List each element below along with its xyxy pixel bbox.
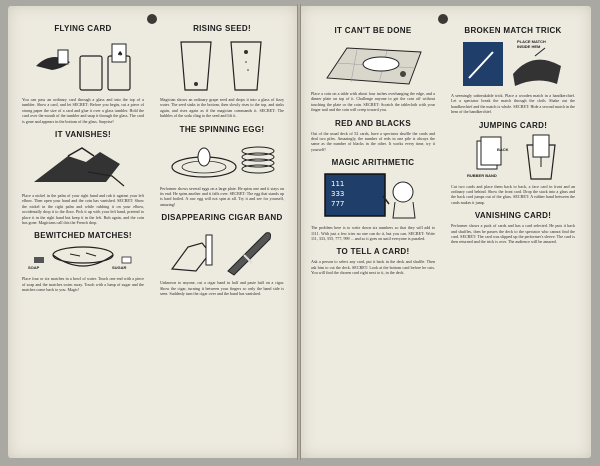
spinning-egg-title: THE SPINNING EGG! — [179, 124, 265, 134]
place-match-label: PLACE MATCH — [517, 39, 546, 44]
jumping-card-illustration — [451, 133, 575, 181]
bewitched-matches-text: Place four or six matches in a bowl of water. Touch one end with a piece of soap and the matches swim away. Touch with a lump of sugar and the matches come back to you. Magic! — [22, 276, 144, 293]
binding-hole — [438, 14, 448, 24]
bewitched-matches-section — [22, 231, 144, 292]
jumping-card-title: JUMPING CARD! — [478, 120, 548, 130]
svg-text:777: 777 — [331, 200, 345, 209]
magic-arithmetic-section — [311, 158, 435, 241]
flying-card-title: FLYING CARD — [54, 24, 112, 33]
spinning-egg-text: Performer shows several eggs on a large plate. He spins one and it stays on its end. He spins another and it falls over. SECRET: The egg that stands up is hard boiled. A raw egg will not spin at all. Try it and see for yourself, amazing! — [160, 185, 284, 207]
it-cant-be-done-title: IT CAN'T BE DONE — [334, 26, 412, 35]
jumping-card-section — [451, 121, 575, 206]
it-cant-be-done-section — [311, 26, 435, 113]
disappearing-cigar-band-text: Unknown to anyone, cut a cigar band in half and paste half on a cigar. Show the cigar, turning it between your fingers so only the band side is seen. Suddenly turn the cigar over and the band has vanished. — [160, 280, 284, 297]
svg-text:333: 333 — [331, 190, 345, 199]
right-page — [301, 6, 591, 458]
it-cant-be-done-text: Place a coin on a table with about four inches overhanging the edge, and a dinner plate on top of it. Challenge anyone to get the coin off without touching the plate or the coin. SECRET: Scratch the tablecloth with your finger nail and the coin will creep toward you. — [311, 91, 435, 113]
broken-match-trick-title: BROKEN MATCH TRICK — [464, 26, 562, 35]
sugar-caption: SUGAR — [112, 265, 127, 271]
right-column — [160, 22, 284, 302]
flying-card-text: You can pass an ordinary card through a glass and into the top of a tumbler. Show a card, and let SECRET: Before you begin, cut a piece of strong paper the size of a card and glue it over a glass tumbler. Hold the card over the mouth of the tumbler and snap it through the glass. The card is gone and appears in the bottom of the glass. Surprise! — [22, 97, 144, 124]
broken-match-trick-section — [451, 26, 575, 115]
rising-seed-text: Magician shows an ordinary grape seed and drops it into a glass of fizzy water. The seed sinks to the bottom, then slowly rises to the top, and sinks again, and rises again as if the magician commands it. SECRET: The bubbles of the soda cling to the seed and lift it. — [160, 97, 284, 119]
rising-seed-title: RISING SEED! — [193, 24, 251, 33]
left-column — [311, 24, 435, 282]
handkerchief-illustration — [451, 38, 575, 90]
bewitched-matches-title: BEWITCHED MATCHES! — [34, 231, 132, 241]
svg-text:♠: ♠ — [117, 50, 124, 58]
it-vanishes-title: IT VANISHES! — [55, 130, 111, 140]
cigar-illustration — [160, 225, 284, 277]
spinning-egg-section — [160, 125, 284, 208]
soap-caption: SOAP — [28, 265, 40, 271]
tell-a-card-title: TO TELL A CARD! — [336, 247, 410, 257]
it-vanishes-text: Place a nickel in the palm of your right hand and rub it against your left elbow. Then open your hand and the coin has vanished. SECRET: Show the nickel in the right palm and while rubbing it on your elbow, accidentally drop it to the floor. Pick it up with your left hand, pretend to place it in the right hand but keep it in the left. Rub again, and the coin has gone. Magicians call this the French drop. — [22, 193, 144, 226]
vanishing-hand-illustration — [22, 142, 144, 190]
left-column — [22, 22, 144, 299]
vanishing-card-title: VANISHING CARD! — [474, 211, 552, 221]
rising-seed-section — [160, 24, 284, 119]
right-column — [451, 24, 575, 251]
tell-a-card-text: Ask a person to select any card, put it back in the deck and shuffle. Then ask him to cut the deck. SECRET: Look at the bottom card before he cuts. You will find the chosen card right next to it, in the deck. — [311, 259, 435, 276]
disappearing-cigar-band-title: DISAPPEARING CIGAR BAND — [161, 213, 283, 223]
vanishing-card-section — [451, 211, 575, 245]
two-glasses-illustration — [160, 36, 284, 94]
vanishing-card-text: Performer shows a pack of cards and has a card selected. He puts it back and shuffles, then he passes the deck to the spectator who cannot find the card. SECRET: The card was slipped up the performer's sleeve. The card is then returned and the trick is over. The audience will be amazed. — [451, 223, 575, 245]
flying-card-section — [22, 24, 144, 124]
red-and-blacks-section — [311, 119, 435, 153]
jumping-card-text: Cut two cards and place them back to back, a face card in front and an ordinary card behind. Show the front card. Drop the stack into a glass and the back card jumps out of the glass. SECRET: A rubber band between the cards makes it jump. — [451, 183, 575, 205]
flying-card-illustration — [22, 36, 144, 94]
blackboard-illustration — [311, 170, 435, 222]
binding-hole — [147, 14, 157, 24]
disappearing-cigar-band-section — [160, 213, 284, 296]
red-and-blacks-text: Out of the usual deck of 52 cards, have a spectator shuffle the cards and deal two piles. Amazingly, the number of reds in one pile is always the same as the number of blacks in the other. It works every time, try it yourself! — [311, 130, 435, 152]
it-vanishes-section — [22, 130, 144, 225]
bowl-illustration — [22, 243, 144, 273]
magic-arithmetic-text: The problem here is to write down six numbers so that they will add to 1111. With just a few tries no one can do it, but you can. SECRET: Write 111, 333, 555, 777, 999 ... and so it goes on until everyone is puzzled. — [311, 225, 435, 242]
left-page — [8, 6, 297, 458]
back-label: BACK — [497, 146, 509, 152]
inside-hem-label: INSIDE HEM — [517, 44, 541, 49]
tell-a-card-section — [311, 247, 435, 275]
red-and-blacks-title: RED AND BLACKS — [335, 118, 411, 128]
svg-text:111: 111 — [331, 180, 345, 189]
rubber-band-label: RUBBER BAND — [467, 172, 497, 178]
plate-on-table-illustration — [311, 38, 435, 88]
egg-plate-illustration — [160, 137, 284, 183]
magic-arithmetic-title: MAGIC ARITHMETIC — [331, 158, 415, 168]
broken-match-trick-text: A seemingly unbreakable trick. Place a wooden match in a handkerchief. Let a spectator break the match through the cloth. Shake out the handkerchief and the match is whole. SECRET: Hide a second match in the hem of the handkerchief. — [451, 93, 575, 115]
